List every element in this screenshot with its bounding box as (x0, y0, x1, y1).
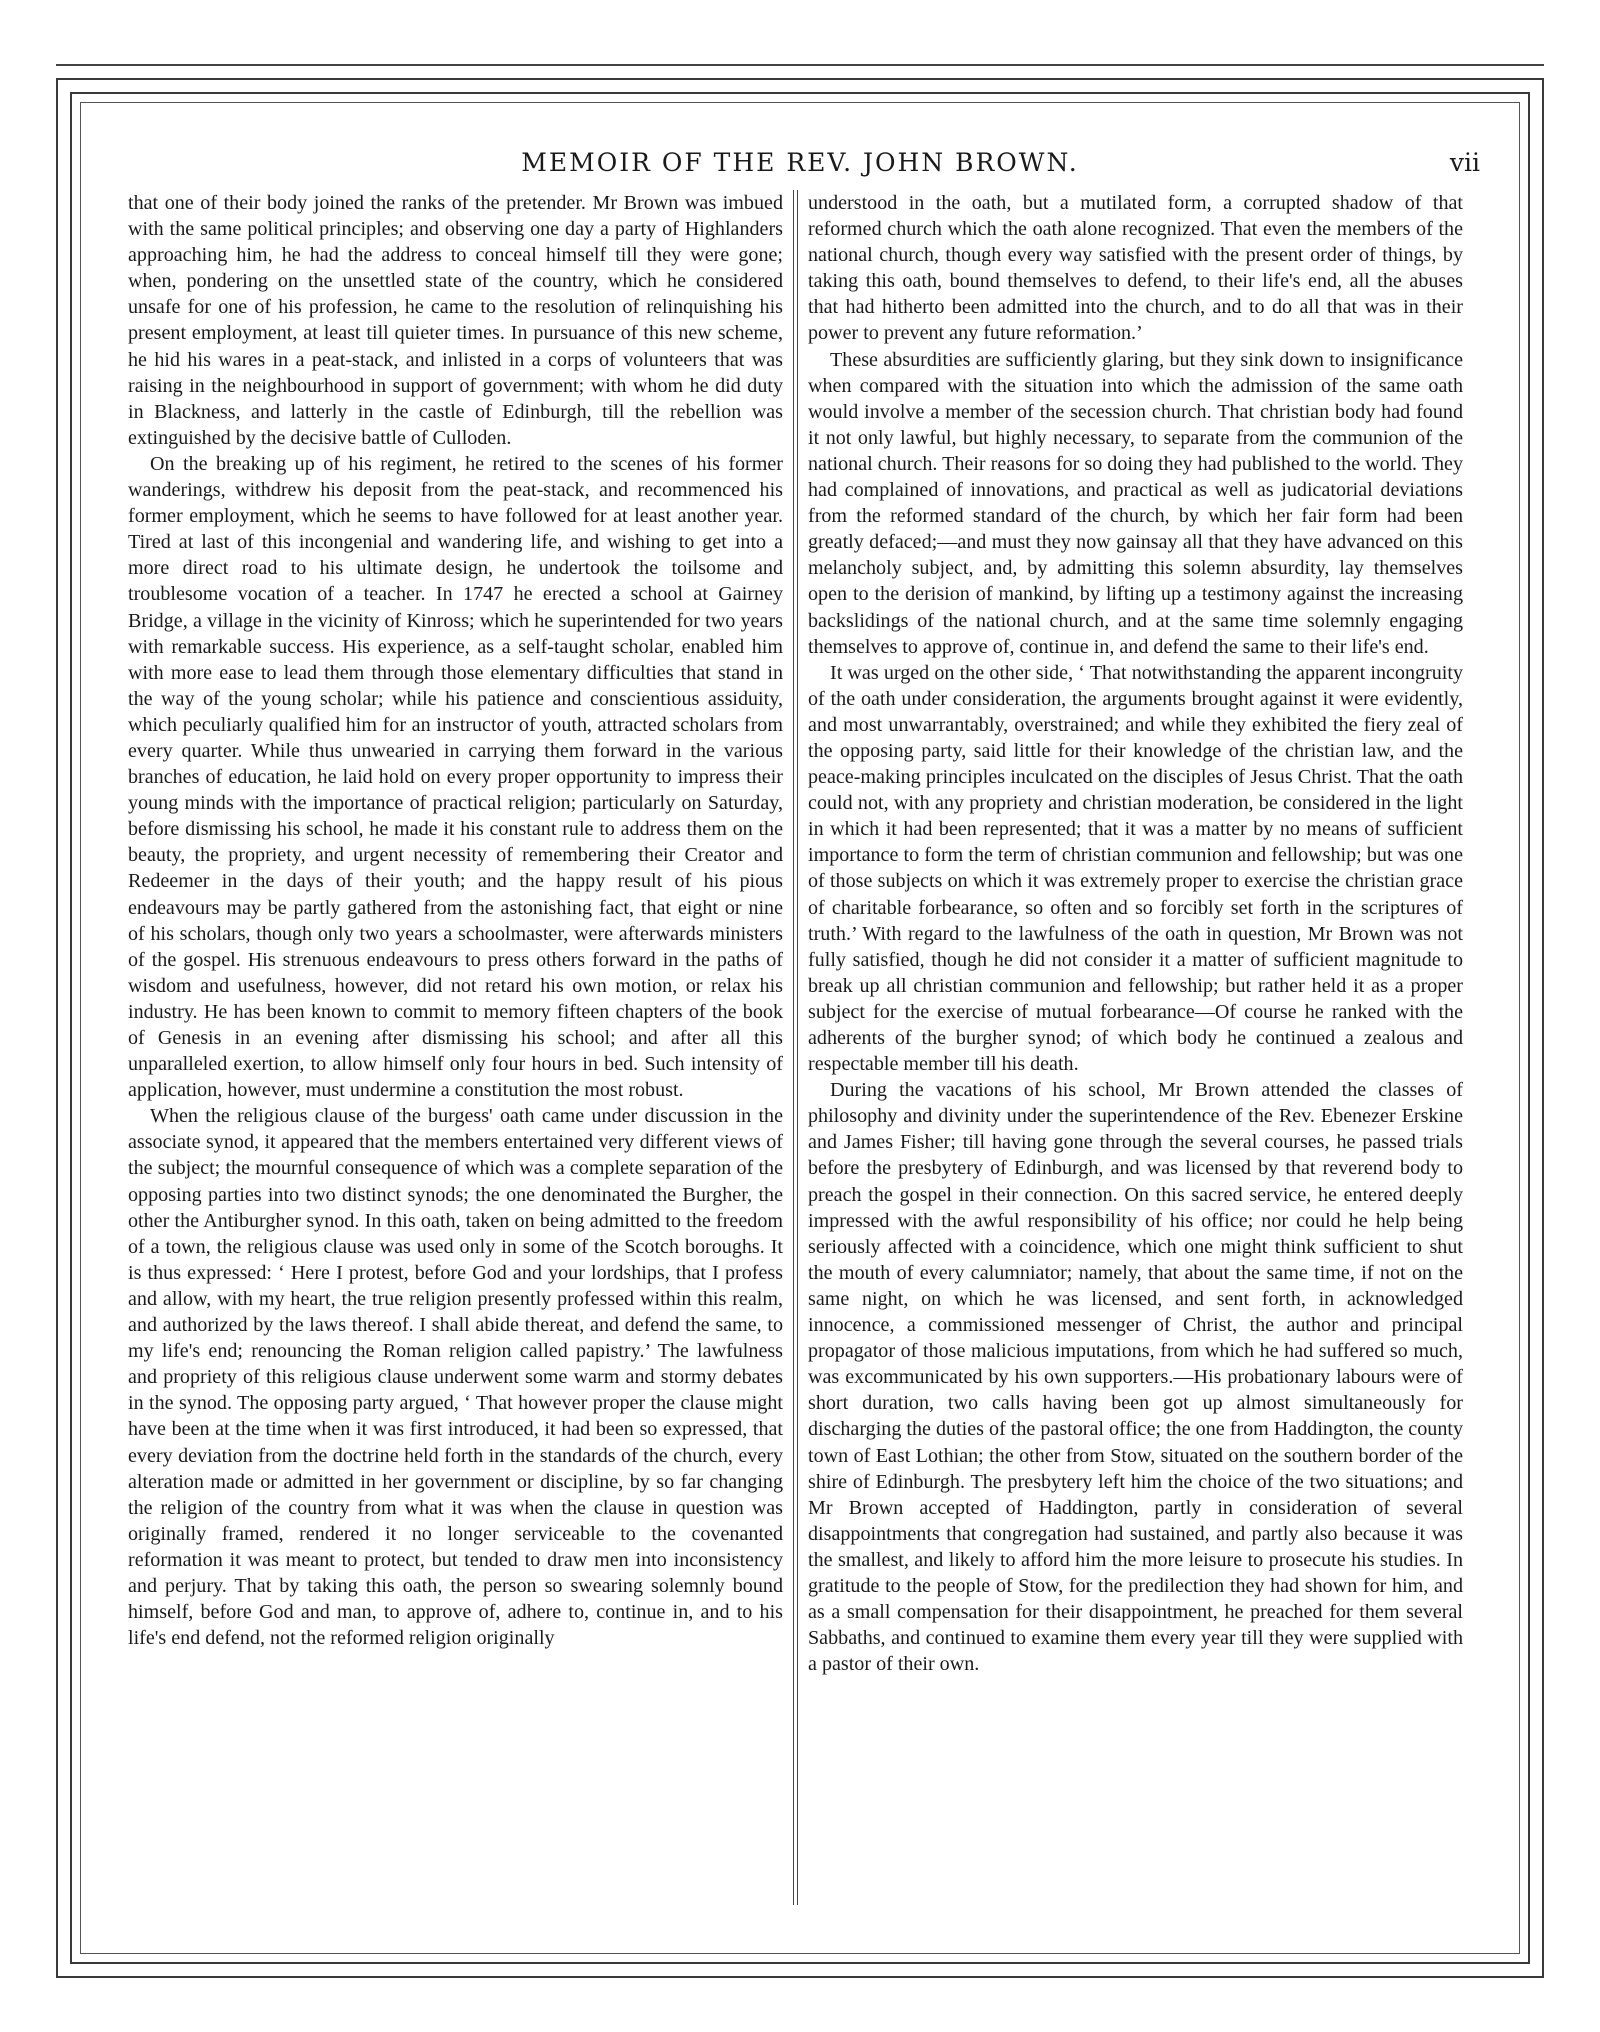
paragraph: that one of their body joined the ranks of the pretender. Mr Brown was imbued with the same political principles; and observing one day a party of Highlanders approaching him, he had the address to conceal himself till they were gone; when, pondering on the unsettled state of the country, which he considered unsafe for one of his profession, he came to the resolution of relinquishing his present employment, at least till quieter times. In pursuance of this new scheme, he hid his wares in a peat-stack, and inlisted in a corps of volunteers that was raising in the neighbourhood in support of government; with whom he did duty in Blackness, and latterly in the castle of Edinburgh, till the rebellion was extinguished by the decisive battle of Culloden. (128, 192, 783, 449)
paragraph: These absurdities are sufficiently glaring, but they sink down to insignificance when compared with the situation into which the admission of the same oath would involve a member of the secession church. That christian body had found it not only lawful, but highly necessary, to separate from the communion of the national church. Their reasons for so doing they had published to the world. They had complained of innovations, and practical as well as judicatorial deviations from the reformed standard of the church, by which her fair form had been greatly defaced;—and must they now gainsay all that they have advanced on this melancholy subject, and, by admitting this solemn absurdity, lay themselves open to the derision of mankind, by lifting up a testimony against the increasing backslidings of the national church, and at the same time solemnly engaging themselves to approve of, continue in, and defend the same to their life's end. (808, 348, 1463, 658)
left-column (128, 190, 783, 1651)
right-column (808, 190, 1463, 1677)
paragraph: understood in the oath, but a mutilated form, a corrupted shadow of that reformed church which the oath alone recognized. That even the members of the national church, though every way satisfied with the present order of things, by taking this oath, bound themselves to defend, to their life's end, all the abuses that had hitherto been admitted into the church, and to do all that was in their power to prevent any future reformation.’ (808, 192, 1463, 345)
column-divider (793, 190, 798, 1905)
top-rule (56, 64, 1544, 66)
running-header (100, 148, 1500, 182)
page-title: MEMOIR OF THE REV. JOHN BROWN. (521, 148, 1079, 177)
paragraph: On the breaking up of his regiment, he retired to the scenes of his former wanderings, withdrew his deposit from the peat-stack, and recommenced his former employment, which he seems to have followed for at least another year. Tired at last of this incongenial and wandering life, and wishing to get into a more direct road to his ultimate design, he undertook the toilsome and troublesome vocation of a teacher. In 1747 he erected a school at Gairney Bridge, a village in the vicinity of Kinross; which he superintended for two years with remarkable success. His experience, as a self-taught scholar, enabled him with more ease to lead them through those elementary difficulties that stand in the way of the young scholar; while his patience and conscientious assiduity, which peculiarly qualified him for an instructor of youth, attracted scholars from every quarter. While thus unwearied in carrying them forward in the various branches of education, he laid hold on every proper opportunity to impress their young minds with the importance of practical religion; particularly on Saturday, before dismissing his school, he made it his constant rule to address them on the beauty, the propriety, and urgent necessity of remembering their Creator and Redeemer in the days of their youth; and the happy result of his pious endeavours may be partly gathered from the astonishing fact, that eight or nine of his scholars, though only two years a schoolmaster, were afterwards ministers of the gospel. His strenuous endeavours to press others forward in the paths of wisdom and usefulness, however, did not retard his own motion, or relax his industry. He has been known to commit to memory fifteen chapters of the book of Genesis in an evening after dismissing his school; and after all this unparalleled exertion, to allow himself only four hours in bed. Such intensity of application, however, must undermine a constitution the most robust. (128, 452, 783, 1102)
paragraph: When the religious clause of the burgess' oath came under discussion in the associate synod, it appeared that the members entertained very different views of the subject; the mournful consequence of which was a complete separation of the opposing parties into two distinct synods; the one denominated the Burgher, the other the Antiburgher synod. In this oath, taken on being admitted to the freedom of a town, the religious clause was used only in some of the Scotch boroughs. It is thus expressed: ‘ Here I protest, before God and your lordships, that I profess and allow, with my heart, the true religion presently professed within this realm, and authorized by the laws thereof. I shall abide thereat, and defend the same, to my life's end; renouncing the Roman religion called papistry.’ The lawfulness and propriety of this religious clause underwent some warm and stormy debates in the synod. The opposing party argued, ‘ That however proper the clause might have been at the time when it was first introduced, it had been so expressed, that every deviation from the doctrine held forth in the standards of the church, every alteration made or admitted in her government or discipline, by so far changing the religion of the country from what it was when the clause in question was originally framed, rendered it no longer serviceable to the covenanted reformation it was meant to protect, but tended to draw men into inconsistency and perjury. That by taking this oath, the person so swearing solemnly bound himself, before God and man, to approve of, adhere to, continue in, and to his life's end defend, not the reformed religion originally (128, 1105, 783, 1650)
page-number: vii (1449, 148, 1480, 177)
paragraph: During the vacations of his school, Mr Brown attended the classes of philosophy and divinity under the superintendence of the Rev. Ebenezer Erskine and James Fisher; till having gone through the several courses, he passed trials before the presbytery of Edinburgh, and was licensed by that reverend body to preach the gospel in their connection. On this sacred service, he entered deeply impressed with the awful responsibility of his office; nor could he help being seriously affected with a coincidence, which one might think sufficient to shut the mouth of every calumniator; namely, that about the same time, if not on the same night, on which he was licensed, and sent forth, in acknowledged innocence, a commissioned messenger of Christ, the author and principal propagator of those malicious imputations, from which he had suffered so much, was excommunicated by his own supporters.—His probationary labours were of short duration, two calls having been got up almost simultaneously for discharging the duties of the pastoral office; the one from Haddington, the county town of East Lothian; the other from Stow, situated on the southern border of the shire of Edinburgh. The presbytery left him the choice of the two situations; and Mr Brown accepted of Haddington, partly in consideration of several disappointments that congregation had sustained, and partly also because it was the smallest, and likely to afford him the more leisure to prosecute his studies. In gratitude to the people of Stow, for the predilection they had shown for him, and as a small compensation for their disappointment, he preached for them several Sabbaths, and continued to examine them every year till they were supplied with a pastor of their own. (808, 1079, 1463, 1676)
paragraph: It was urged on the other side, ‘ That notwithstanding the apparent incongruity of the oath under consideration, the arguments brought against it were evidently, and most unwarrantably, overstrained; and while they exhibited the fiery zeal of the opposing party, said little for their knowledge of the christian law, and the peace-making principles inculcated on the disciples of Jesus Christ. That the oath could not, with any propriety and christian moderation, be considered in the light in which it had been represented; that it was a matter by no means of sufficient importance to form the term of christian communion and fellowship; but was one of those subjects on which it was extremely proper to exercise the christian grace of charitable forbearance, so often and so forcibly set forth in the scriptures of truth.’ With regard to the lawfulness of the oath in question, Mr Brown was not fully satisfied, though he did not consider it a matter of sufficient magnitude to break up all christian communion and fellowship; but rather held it as a proper subject for the exercise of mutual forbearance—Of course he ranked with the adherents of the burgher synod; of which body he continued a zealous and respectable member till his death. (808, 661, 1463, 1076)
